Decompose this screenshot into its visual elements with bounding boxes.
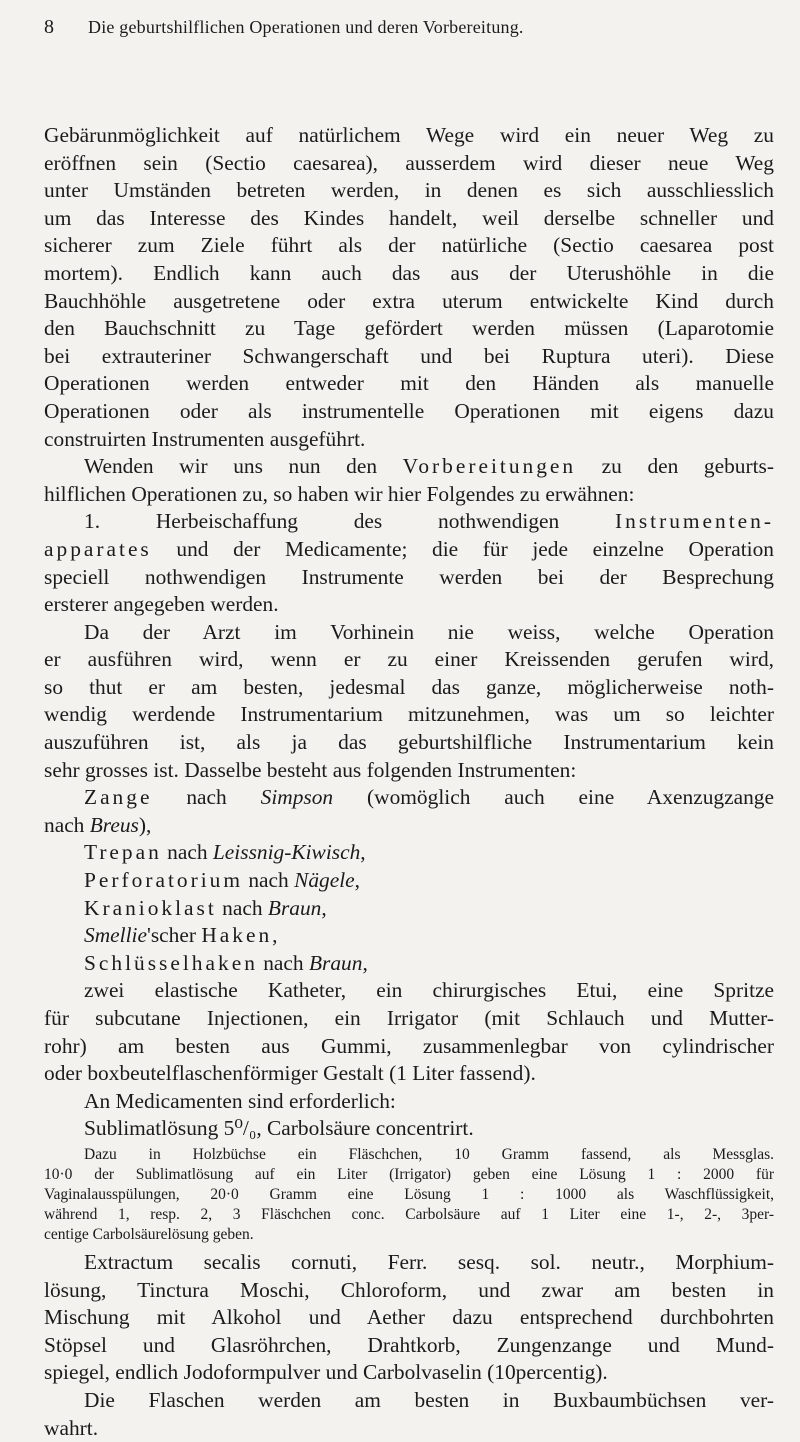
running-header: [44, 14, 774, 42]
text-line: so thut er am besten, jedesmal das ganze, möglicherweise noth-: [44, 674, 774, 699]
text-run: zu den geburts-: [576, 454, 774, 479]
text-line: wendig werdende Instrumentarium mitzunehmen, was um so leichter: [44, 702, 774, 727]
author-name: Braun: [267, 895, 322, 920]
instrument-name: Perforatorium: [84, 868, 243, 893]
text-run: 1. Herbeischaffung des nothwendigen: [84, 509, 615, 534]
text-line: sehr grosses ist. Dasselbe besteht aus folgenden Instrumenten:: [44, 757, 577, 782]
text-line: construirten Instrumenten ausgeführt.: [44, 426, 366, 451]
text-line: eröffnen sein (Sectio caesarea), ausserdem wird dieser neue Weg: [44, 150, 774, 175]
text-line: unter Umständen betreten werden, in denen es sich ausschliesslich: [44, 178, 774, 203]
text-run: 'scher: [146, 923, 202, 948]
instrument-item: Kranioklast nach Braun,: [84, 895, 327, 920]
text-line: Die Flaschen werden am besten in Buxbaumbüchsen ver-: [84, 1387, 774, 1412]
text-line: um das Interesse des Kindes handelt, weil derselbe schneller und: [44, 205, 774, 230]
instrument-item: Smellie'scher Haken,: [84, 923, 278, 948]
spaced-emphasis: apparates: [44, 536, 152, 561]
text-run: nach: [161, 840, 213, 865]
text-line: Operationen oder als instrumentelle Operationen mit eigens dazu: [44, 398, 774, 423]
note-line: während 1, resp. 2, 3 Fläschchen conc. Carbolsäure auf 1 Liter eine 1-, 2-, 3per-: [44, 1205, 774, 1223]
spaced-emphasis: Vorbereitungen: [402, 454, 577, 479]
instrument-item: Trepan nach Leissnig-Kiwisch,: [84, 840, 366, 865]
note-line: Dazu in Holzbüchse ein Fläschchen, 10 Gramm fassend, als Messglas.: [84, 1145, 774, 1163]
text-line: Bauchhöhle ausgetretene oder extra uterum entwickelte Kind durch: [44, 288, 774, 313]
instrument-name: Schlüsselhaken: [84, 950, 258, 975]
text-line: ersterer angegeben werden.: [44, 592, 279, 617]
text-line: mortem). Endlich kann auch das aus der Uterushöhle in die: [44, 260, 774, 285]
text-run: nach: [216, 895, 268, 920]
text-line: für subcutane Injectionen, ein Irrigator (mit Schlauch und Mutter-: [44, 1006, 774, 1030]
spaced-emphasis: Instrumenten-: [615, 509, 774, 534]
text-run: und der Medicamente; die für jede einzelne Operation: [151, 536, 774, 561]
text-line: Operationen werden entweder mit den Händen als manuelle: [44, 371, 774, 396]
instrument-name: Haken: [201, 923, 273, 948]
text-line: sicherer zum Ziele führt als der natürliche (Sectio caesarea post: [44, 233, 774, 258]
text-line: Stöpsel und Glasröhrchen, Drahtkorb, Zungenzange und Mund-: [44, 1332, 774, 1357]
text-line: wahrt.: [44, 1415, 99, 1440]
page-number: 8: [44, 16, 54, 38]
text-line: [44, 508, 774, 536]
text-line: oder boxbeutelflaschenförmiger Gestalt (1 Liter fassend).: [44, 1061, 536, 1086]
text-run: nach: [44, 812, 90, 837]
text-run: Wenden wir uns nun den: [84, 454, 403, 479]
text-line: bei extrauteriner Schwangerschaft und bei Ruptura uteri). Diese: [44, 343, 774, 368]
page: [44, 14, 774, 1442]
text-line: Sublimatlösung 5⁰/₀, Carbolsäure concentrirt.: [84, 1116, 474, 1141]
text-line: Da der Arzt im Vorhinein nie weiss, welche Operation: [84, 619, 774, 644]
text-line: [44, 453, 774, 481]
text-line: An Medicamenten sind erforderlich:: [84, 1088, 396, 1113]
text-line: zwei elastische Katheter, ein chirurgisches Etui, eine Spritze: [84, 978, 774, 1003]
text-line: er ausführen wird, wenn er zu einer Kreissenden gerufen wird,: [44, 647, 774, 672]
author-name: Simpson: [260, 785, 334, 810]
text-line: Extractum secalis cornuti, Ferr. sesq. sol. neutr., Morphium-: [84, 1249, 774, 1274]
text-run: ),: [138, 812, 152, 837]
text-run: (womöglich auch eine Axenzugzange: [333, 785, 774, 810]
text-line: Gebärunmöglichkeit auf natürlichem Wege wird ein neuer Weg zu: [44, 123, 774, 147]
text-line: Mischung mit Alkohol und Aether dazu entsprechend durchbohrten: [44, 1305, 774, 1330]
text-run: nach: [243, 868, 295, 893]
instrument-item: [44, 784, 774, 812]
author-name: Leissnig-Kiwisch: [212, 840, 361, 865]
running-title: Die geburtshilflichen Operationen und deren Vorbereitung.: [88, 17, 524, 37]
instrument-item: Schlüsselhaken nach Braun,: [84, 950, 368, 975]
instrument-item: Perforatorium nach Nägele,: [84, 868, 361, 893]
text-line: spiegel, endlich Jodoformpulver und Carbolvaselin (10percentig).: [44, 1360, 608, 1385]
note-line: Vaginalausspülungen, 20·0 Gramm eine Lösung 1 : 1000 als Waschflüssigkeit,: [44, 1185, 774, 1203]
text-line: [44, 812, 774, 840]
instrument-name: Trepan: [84, 840, 162, 865]
text-line: rohr) am besten aus Gummi, zusammenlegbar von cylindrischer: [44, 1033, 774, 1058]
instrument-name: Zange: [84, 785, 153, 810]
instrument-name: Kranioklast: [84, 895, 217, 920]
text-run: nach: [257, 950, 309, 975]
text-line: den Bauchschnitt zu Tage gefördert werden müssen (Laparotomie: [44, 316, 774, 341]
author-name: Nägele: [294, 868, 355, 893]
text-line: hilflichen Operationen zu, so haben wir hier Folgendes zu erwähnen:: [44, 481, 635, 506]
text-line: [44, 536, 774, 564]
small-print-note: [44, 1145, 774, 1245]
author-name: Smellie: [84, 923, 147, 948]
text-line: auszuführen ist, als ja das geburtshilfliche Instrumentarium kein: [44, 730, 774, 755]
author-name: Breus: [89, 812, 139, 837]
body-text: [44, 122, 774, 1442]
note-line: 10·0 der Sublimatlösung auf ein Liter (Irrigator) geben eine Lösung 1 : 2000 für: [44, 1165, 774, 1183]
note-line: centige Carbolsäurelösung geben.: [44, 1225, 254, 1243]
text-line: speciell nothwendigen Instrumente werden bei der Besprechung: [44, 564, 774, 589]
text-line: lösung, Tinctura Moschi, Chloroform, und zwar am besten in: [44, 1277, 774, 1302]
text-run: nach: [152, 785, 261, 810]
author-name: Braun: [308, 950, 363, 975]
